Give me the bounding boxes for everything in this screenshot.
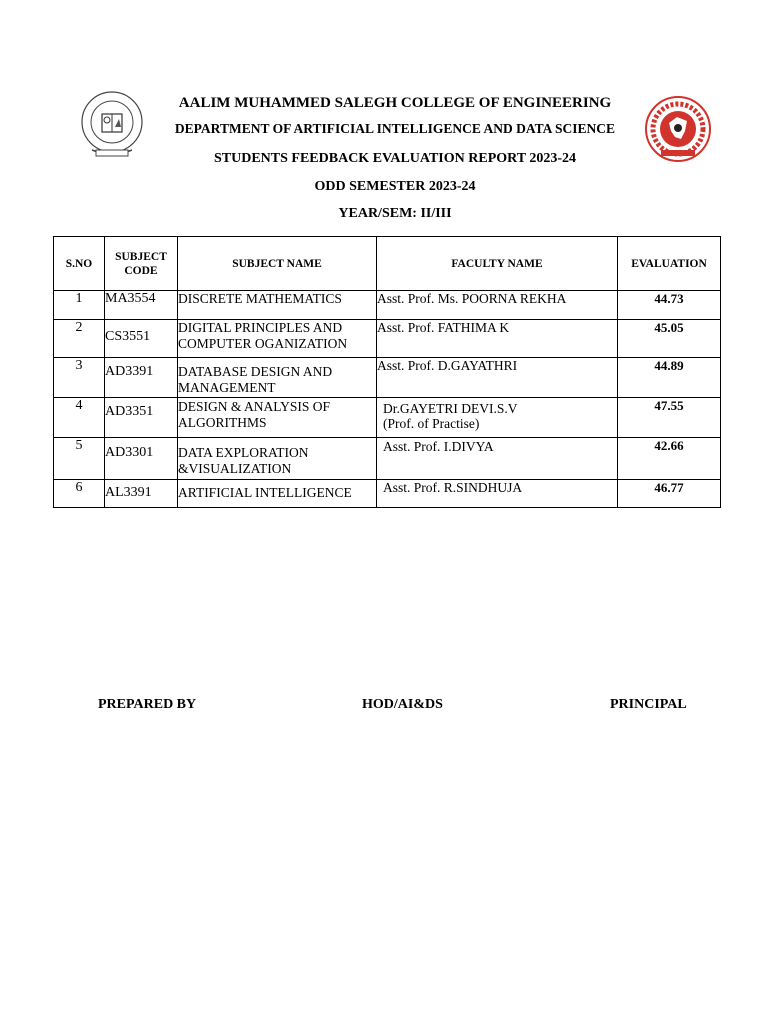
cell-faculty [377,291,618,320]
cell-faculty [377,438,618,480]
header-sno: S.NO [54,237,105,291]
cell-evaluation: 47.55 [618,398,721,438]
cell-faculty [377,320,618,358]
header-subject-code: SUBJECT CODE [105,237,178,291]
cell-sno: 2 [54,320,105,358]
faculty-name: Dr.GAYETRI DEVI.S.V [383,401,518,416]
cell-subject-name: DATABASE DESIGN AND MANAGEMENT [178,358,377,398]
cell-subject-name: ARTIFICIAL INTELLIGENCE [178,480,377,508]
header-subject-name: SUBJECT NAME [178,237,377,291]
faculty-designation: (Prof. of Practise) [383,416,480,431]
table-header-row [54,237,721,291]
faculty-name: Asst. Prof. I.DIVYA [383,439,494,454]
cell-faculty [377,398,618,438]
cell-subject-name: DESIGN & ANALYSIS OF ALGORITHMS [178,398,377,438]
faculty-name: Asst. Prof. FATHIMA K [377,320,510,335]
cell-code: AD3301 [105,438,178,480]
faculty-name: Asst. Prof. D.GAYATHRI [377,358,518,373]
naac-seal-icon [641,95,715,163]
college-name: AALIM MUHAMMED SALEGH COLLEGE OF ENGINEERING [178,95,612,111]
header-evaluation: EVALUATION [618,237,721,291]
semester-label: ODD SEMESTER 2023-24 [314,179,476,194]
cell-sno: 1 [54,291,105,320]
cell-code: AL3391 [105,480,178,508]
faculty-name: Asst. Prof. Ms. POORNA REKHA [377,291,567,306]
cell-evaluation: 44.89 [618,358,721,398]
faculty-name: Asst. Prof. R.SINDHUJA [383,480,523,495]
table-row [54,480,721,508]
cell-evaluation: 45.05 [618,320,721,358]
cell-faculty [377,358,618,398]
cell-subject-name: DISCRETE MATHEMATICS [178,291,377,320]
cell-sno: 4 [54,398,105,438]
hod-label: HOD/AI&DS [362,697,443,712]
table-row [54,438,721,480]
cell-subject-name: DATA EXPLORATION &VISUALIZATION [178,438,377,480]
cell-sno: 6 [54,480,105,508]
cell-code: MA3554 [105,291,178,320]
department-name: DEPARTMENT OF ARTIFICIAL INTELLIGENCE AND DATA SCIENCE [174,121,616,136]
cell-evaluation: 46.77 [618,480,721,508]
table-row [54,358,721,398]
cell-sno: 3 [54,358,105,398]
prepared-by-label: PREPARED BY [98,697,197,712]
header-faculty-name: FACULTY NAME [377,237,618,291]
cell-code: AD3391 [105,358,178,398]
table-row [54,398,721,438]
table-row [54,320,721,358]
college-emblem-icon [78,90,146,160]
cell-code: AD3351 [105,398,178,438]
cell-subject-name: DIGITAL PRINCIPLES AND COMPUTER OGANIZATION [178,320,377,358]
report-title: STUDENTS FEEDBACK EVALUATION REPORT 2023-24 [213,151,577,166]
feedback-table [53,236,721,508]
cell-evaluation: 42.66 [618,438,721,480]
cell-evaluation: 44.73 [618,291,721,320]
year-sem-label: YEAR/SEM: II/III [338,206,452,221]
cell-code: CS3551 [105,320,178,358]
table-row [54,291,721,320]
principal-label: PRINCIPAL [610,697,687,712]
cell-sno: 5 [54,438,105,480]
cell-faculty [377,480,618,508]
